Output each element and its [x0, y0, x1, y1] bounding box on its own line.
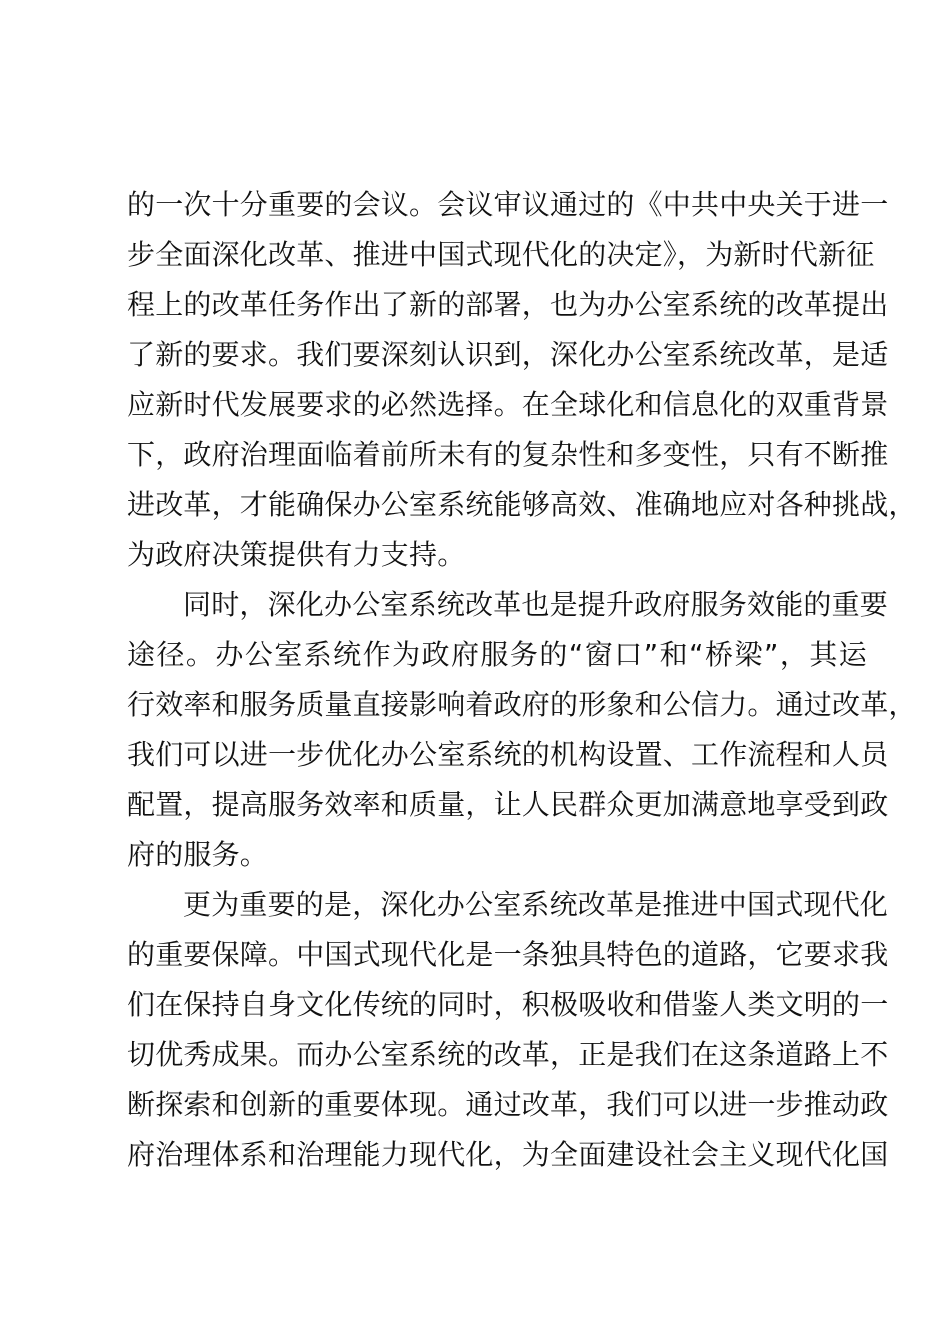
paragraph-3-line-5: 断探索和创新的重要体现。通过改革，我们可以进一步推动政: [127, 1088, 889, 1121]
paragraph-3-line-1: 更为重要的是，深化办公室系统改革是推进中国式现代化: [183, 888, 889, 921]
paragraph-2-line-2: 途径。办公室系统作为政府服务的“窗口”和“桥梁”，其运: [127, 638, 867, 671]
paragraph-1-line-5: 应新时代发展要求的必然选择。在全球化和信息化的双重背景: [127, 388, 889, 421]
paragraph-1-line-3: 程上的改革任务作出了新的部署，也为办公室系统的改革提出: [127, 288, 889, 321]
paragraph-3-line-2: 的重要保障。中国式现代化是一条独具特色的道路，它要求我: [127, 938, 889, 971]
paragraph-2-line-6: 府的服务。: [127, 838, 269, 871]
paragraph-2-line-4: 我们可以进一步优化办公室系统的机构设置、工作流程和人员: [127, 738, 889, 771]
paragraph-1-line-4: 了新的要求。我们要深刻认识到，深化办公室系统改革，是适: [127, 338, 889, 371]
paragraph-1-line-6: 下，政府治理面临着前所未有的复杂性和多变性，只有不断推: [127, 438, 889, 471]
paragraph-1-line-7: 进改革，才能确保办公室系统能够高效、准确地应对各种挑战，: [127, 488, 917, 521]
paragraph-3-line-3: 们在保持自身文化传统的同时，积极吸收和借鉴人类文明的一: [127, 988, 889, 1021]
paragraph-1-line-2: 步全面深化改革、推进中国式现代化的决定》，为新时代新征: [127, 238, 875, 271]
paragraph-2-line-1: 同时，深化办公室系统改革也是提升政府服务效能的重要: [183, 588, 889, 621]
paragraph-3-line-6: 府治理体系和治理能力现代化，为全面建设社会主义现代化国: [127, 1138, 889, 1171]
paragraph-2-line-3: 行效率和服务质量直接影响着政府的形象和公信力。通过改革，: [127, 688, 917, 721]
paragraph-3-line-4: 切优秀成果。而办公室系统的改革，正是我们在这条道路上不: [127, 1038, 889, 1071]
paragraph-2-line-5: 配置，提高服务效率和质量，让人民群众更加满意地享受到政: [127, 788, 889, 821]
paragraph-1-line-8: 为政府决策提供有力支持。: [127, 538, 466, 571]
paragraph-1-line-1: 的一次十分重要的会议。会议审议通过的《中共中央关于进一: [127, 188, 889, 221]
